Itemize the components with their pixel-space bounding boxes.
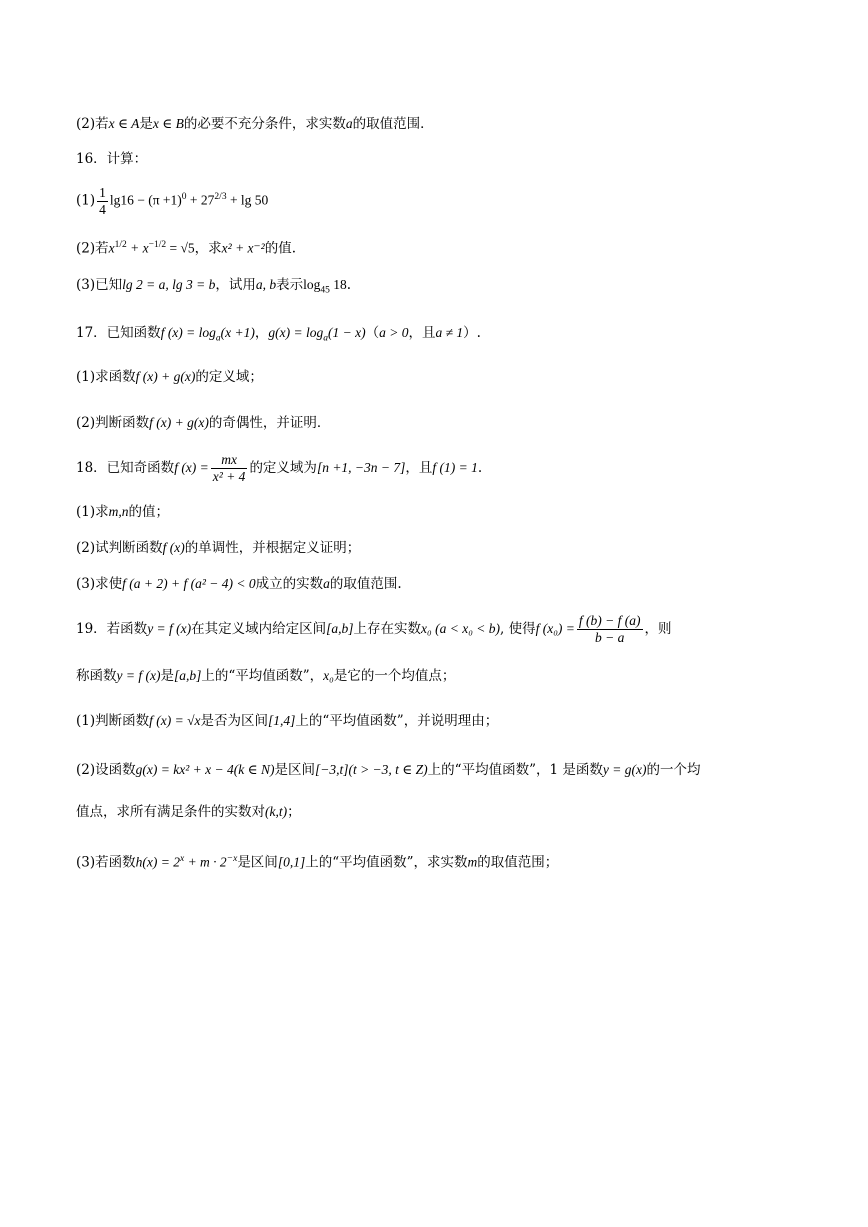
- math: a, b: [255, 277, 277, 292]
- math: x ∈ B: [152, 116, 184, 131]
- part-label: (1)求函数: [76, 369, 136, 385]
- text: 的单调性，并根据定义证明；: [184, 540, 361, 556]
- part-label: (2): [76, 116, 96, 132]
- exponent: 1/2: [114, 240, 127, 250]
- math: f (x) + g(x): [149, 415, 209, 430]
- question-16-part-1: [76, 182, 796, 218]
- text: 成立的实数: [255, 576, 324, 592]
- math: y = f (x): [147, 621, 192, 636]
- numerator: 1: [99, 184, 106, 200]
- math: log: [303, 277, 321, 292]
- question-17: [76, 324, 796, 348]
- math: y = g(x): [602, 762, 647, 777]
- denominator: b − a: [595, 630, 625, 645]
- math: + m · 2: [184, 854, 227, 870]
- numerator: mx: [211, 452, 248, 469]
- math: a ≠ 1: [435, 325, 464, 340]
- part-label: (2)判断函数: [76, 415, 150, 431]
- text: 的一个均: [646, 762, 701, 778]
- text: 的取值范围；: [477, 854, 559, 871]
- math: y = f (x): [116, 668, 161, 683]
- text: ）.: [463, 325, 481, 341]
- math: m: [467, 854, 478, 870]
- exp-denominator: 3: [221, 192, 227, 202]
- part-label: (3)已知: [76, 277, 123, 293]
- math: f (a + 2) + f (a² − 4) < 0: [122, 576, 256, 591]
- question-16-title: [76, 150, 796, 168]
- math: a: [323, 576, 330, 591]
- math: f (x) =: [174, 460, 209, 475]
- text: 是: [160, 668, 174, 684]
- text: 在其定义域内给定区间: [191, 621, 327, 637]
- text: 是否为区间: [200, 713, 268, 729]
- math: (k,t): [265, 804, 288, 819]
- text: 是它的一个均值点；: [333, 668, 456, 684]
- text: 表示: [276, 277, 304, 293]
- question-label: 16．计算：: [76, 151, 148, 167]
- part-label: (1)求: [76, 504, 109, 520]
- question-19-part-3: [76, 850, 796, 872]
- part-label: (2)设函数: [76, 762, 136, 778]
- exp-numerator: 2: [214, 192, 220, 202]
- question-17-part-2: [76, 414, 796, 432]
- math: g(x) = kx² + x − 4(k ∈ N): [135, 762, 275, 777]
- question-19-part-2: [76, 761, 796, 779]
- denominator: 4: [99, 201, 106, 217]
- math: (1 − x): [327, 325, 366, 340]
- math: = √5: [166, 240, 195, 256]
- text: 上的“平均值函数”，并说明理由；: [295, 713, 499, 729]
- part-label: (3)若函数: [76, 854, 136, 871]
- fraction: [97, 185, 108, 218]
- math: m,n: [108, 504, 129, 519]
- subscript: 45: [320, 285, 330, 296]
- math: [0,1]: [277, 854, 306, 870]
- text: ，求: [194, 240, 222, 257]
- math: f (x₀) =: [535, 621, 575, 636]
- text: 称函数: [76, 668, 117, 684]
- exponent-fraction: 2/3: [214, 192, 227, 202]
- text: 的必要不充分条件，求实数: [183, 116, 346, 132]
- math: lg16 − (π +1): [109, 192, 182, 208]
- fraction: [577, 613, 643, 646]
- math: + lg 50: [226, 192, 269, 208]
- denominator: x² + 4: [212, 469, 246, 484]
- text: 的取值范围．: [352, 116, 434, 132]
- math: f (1) = 1: [432, 460, 478, 475]
- question-16-part-3: [76, 276, 796, 300]
- text: 的定义域；: [195, 369, 263, 385]
- math: [−3,t](t > −3, t ∈ Z): [314, 762, 428, 777]
- question-19-part-1: [76, 712, 796, 730]
- exponent: −x: [226, 854, 238, 864]
- math: (x +1): [220, 325, 255, 340]
- numerator: f (b) − f (a): [578, 613, 641, 628]
- part-label: (1): [76, 192, 96, 209]
- text: 值点，求所有满足条件的实数对: [76, 804, 265, 820]
- math: [1,4]: [268, 713, 296, 728]
- question-18-part-3: [76, 575, 796, 593]
- question-19-continued: [76, 667, 796, 685]
- subscript: a: [215, 333, 221, 344]
- math: f (x) = √x: [149, 713, 201, 728]
- math: x₀ (a < x₀ < b): [421, 621, 501, 636]
- math: x: [108, 240, 115, 256]
- part-label: (3)求使: [76, 576, 123, 592]
- math: g(x) = log: [268, 325, 324, 340]
- math: f (x) + g(x): [135, 369, 196, 384]
- math: x ∈ A: [108, 116, 140, 131]
- math: f (x) = log: [160, 325, 216, 340]
- math: [n +1, −3n − 7]: [316, 460, 406, 475]
- question-15-part-2: [76, 115, 796, 133]
- fraction: [211, 452, 248, 485]
- text: ，且: [408, 325, 436, 341]
- question-16-part-2: [76, 236, 796, 258]
- text: 的定义域为: [249, 460, 317, 476]
- math: f (x): [162, 540, 185, 555]
- text: 是区间: [274, 762, 315, 778]
- math: a: [345, 116, 353, 131]
- question-19: [76, 612, 796, 646]
- part-label: (1)判断函数: [76, 713, 150, 729]
- text: .: [346, 277, 352, 293]
- question-19-part-2-continued: [76, 803, 796, 821]
- text: 的取值范围.: [329, 576, 402, 592]
- text: 的值.: [264, 240, 297, 257]
- math: + x: [126, 240, 149, 256]
- part-label: (2)若: [76, 240, 109, 257]
- text: ，且: [405, 460, 433, 476]
- text: ，则: [644, 621, 672, 637]
- exponent: −1/2: [148, 240, 167, 250]
- text: 若: [95, 116, 109, 132]
- part-label: (2)试判断函数: [76, 540, 163, 556]
- text: 是: [139, 116, 153, 132]
- question-18-part-1: [76, 503, 796, 521]
- question-18: [76, 452, 796, 485]
- question-label: 19．若函数: [76, 621, 148, 637]
- question-label: 18．已知奇函数: [76, 460, 175, 476]
- text: 上存在实数: [353, 621, 422, 637]
- math: [a,b]: [173, 668, 202, 683]
- text: 是区间: [237, 854, 278, 871]
- math: lg 2 = a, lg 3 = b: [122, 277, 216, 292]
- text: ，试用: [215, 277, 256, 293]
- text: 的值；: [128, 504, 169, 520]
- text: 上的“平均值函数”，1 是函数: [427, 762, 603, 778]
- math: h(x) = 2: [135, 854, 180, 870]
- text: ，: [254, 325, 269, 341]
- math: [a,b]: [326, 621, 354, 636]
- math: x² + x⁻²: [221, 240, 265, 256]
- math: 18: [329, 277, 347, 292]
- text: , 使得: [500, 621, 536, 637]
- text: （: [365, 325, 380, 341]
- text: .: [477, 460, 483, 476]
- question-17-part-1: [76, 368, 796, 386]
- question-label: 17．已知函数: [76, 325, 161, 341]
- subscript: a: [323, 333, 328, 344]
- text: ；: [287, 804, 301, 820]
- text: 上的“平均值函数”，: [201, 668, 324, 684]
- question-18-part-2: [76, 539, 796, 557]
- math: x₀: [323, 668, 334, 683]
- text: 上的“平均值函数”，求实数: [305, 854, 468, 871]
- math: a > 0: [379, 325, 409, 340]
- text: 的奇偶性，并证明．: [208, 415, 331, 431]
- exponent: 0: [181, 192, 187, 202]
- math: + 27: [186, 192, 215, 208]
- exponent: x: [179, 854, 185, 864]
